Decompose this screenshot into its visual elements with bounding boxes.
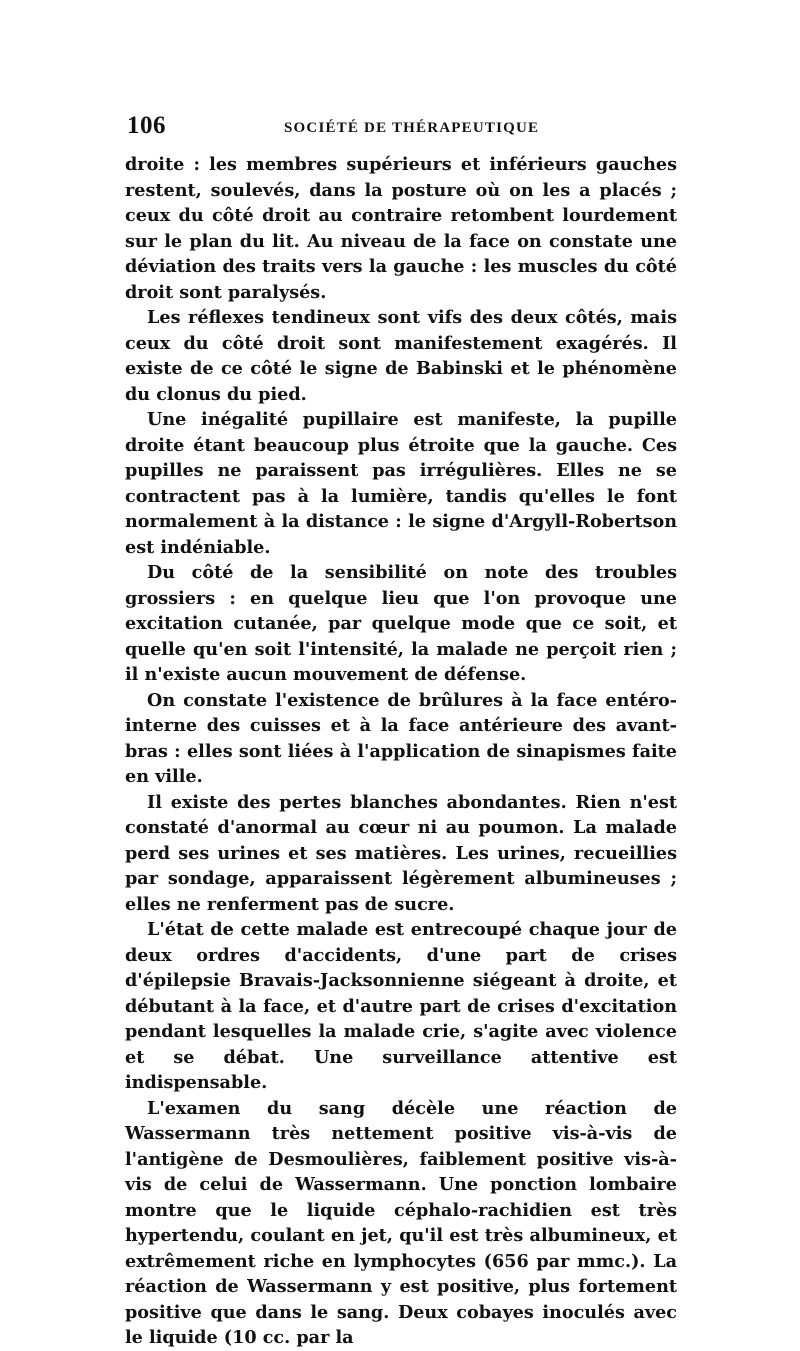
running-title: SOCIÉTÉ DE THÉRAPEUTIQUE [284, 120, 540, 136]
body-text [125, 152, 677, 1351]
paragraph-3: Une inégalité pupillaire est manifeste, la pupille droite étant beaucoup plus étroite que la gauche. Ces pupilles ne paraissent pas irrégulières. Elles ne se contractent pas à la lumière, tandis qu'elles le font normalement à la distance : le signe d'Argyll-Robertson est indéniable. [125, 409, 677, 558]
paragraph-6: Il existe des pertes blanches abondantes. Rien n'est constaté d'anormal au cœur ni au poumon. La malade perd ses urines et ses matières. Les urines, recueillies par sondage, apparaissent légèrement albumineuses ; elles ne renferment pas de sucre. [125, 791, 677, 915]
paragraph-7: L'état de cette malade est entrecoupé chaque jour de deux ordres d'accidents, d'une part de crises d'épilepsie Bravais-Jacksonnienne siégeant à droite, et débutant à la face, et d'autre part de crises d'excitation pendant lesquelles la malade crie, s'agite avec violence et se débat. Une surveillance attentive est indispensable. [125, 919, 677, 1093]
paragraph-4: Du côté de la sensibilité on note des troubles grossiers : en quelque lieu que l'on provoque une excitation cutanée, par quelque mode que ce soit, et quelle qu'en soit l'intensité, la malade ne perçoit rien ; il n'existe aucun mouvement de défense. [125, 562, 677, 685]
paragraph-5: On constate l'existence de brûlures à la face entéro-interne des cuisses et à la face antérieure des avant-bras : elles sont liées à l'application de sinapismes faite en ville. [125, 689, 677, 787]
paragraph-2: Les réflexes tendineux sont vifs des deux côtés, mais ceux du côté droit sont manifestement exagérés. Il existe de ce côté le signe de Babinski et le phénomène du clonus du pied. [125, 307, 677, 405]
page-number: 106 [127, 112, 166, 139]
page-header [127, 112, 677, 146]
paragraph-8: L'examen du sang décèle une réaction de Wassermann très nettement positive vis-à-vis de l'antigène de Desmoulières, faiblement positive vis-à-vis de celui de Wassermann. Une ponction lombaire montre que le liquide céphalo-rachidien est très hypertendu, coulant en jet, qu'il est très albumineux, et extrêmement riche en lymphocytes (656 par mmc.). La réaction de Wassermann y est positive, plus fortement positive que dans le sang. Deux cobayes inoculés avec le liquide (10 cc. par la [125, 1097, 677, 1348]
paragraph-1: droite : les membres supérieurs et inférieurs gauches restent, soulevés, dans la posture où on les a placés ; ceux du côté droit au contraire retombent lourdement sur le plan du lit. Au niveau de la face on constate une déviation des traits vers la gauche : les muscles du côté droit sont paralysés. [125, 154, 677, 303]
